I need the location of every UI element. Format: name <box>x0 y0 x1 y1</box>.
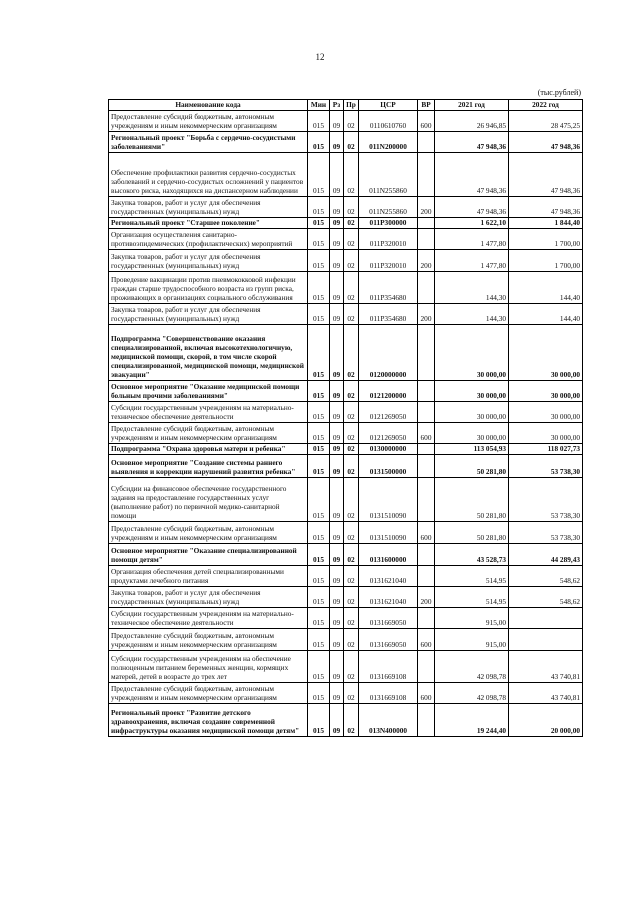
cell-2022: 30 000,00 <box>509 423 583 444</box>
table-row <box>109 651 583 683</box>
cell-rz: 09 <box>330 229 344 250</box>
cell-csr: 0131669050 <box>359 608 418 629</box>
cell-min: 015 <box>308 197 330 218</box>
cell-min: 015 <box>308 444 330 455</box>
cell-name: Основное мероприятие "Оказание специализированной помощи детям" <box>109 544 308 566</box>
cell-2022: 30 000,00 <box>509 325 583 381</box>
cell-rz: 09 <box>330 272 344 304</box>
cell-rz: 09 <box>330 455 344 478</box>
cell-pr: 02 <box>344 444 359 455</box>
cell-rz: 09 <box>330 153 344 197</box>
header-2022: 2022 год <box>509 100 583 111</box>
cell-vr <box>418 444 435 455</box>
cell-min: 015 <box>308 272 330 304</box>
cell-pr: 02 <box>344 132 359 153</box>
cell-vr <box>418 455 435 478</box>
cell-rz: 09 <box>330 587 344 608</box>
cell-csr: 0120000000 <box>359 325 418 381</box>
header-min: Мин <box>308 100 330 111</box>
cell-pr: 02 <box>344 153 359 197</box>
cell-min: 015 <box>308 423 330 444</box>
cell-rz: 09 <box>330 566 344 587</box>
table-row <box>109 153 583 197</box>
table-row <box>109 608 583 629</box>
cell-2021: 19 244,40 <box>435 704 509 737</box>
cell-vr: 200 <box>418 197 435 218</box>
cell-2021: 30 000,00 <box>435 325 509 381</box>
header-vr: ВР <box>418 100 435 111</box>
table-row <box>109 325 583 381</box>
cell-name: Основное мероприятие "Создание системы раннего выявления и коррекции нарушений развития ребенка" <box>109 455 308 478</box>
cell-min: 015 <box>308 325 330 381</box>
table-row <box>109 444 583 455</box>
cell-rz: 09 <box>330 651 344 683</box>
cell-pr: 02 <box>344 566 359 587</box>
cell-vr <box>418 402 435 423</box>
cell-name: Субсидии на финансовое обеспечение государственного задания на предоставление государственных услуг (выполнение работ) по первичной медико-санитарной помощи <box>109 478 308 522</box>
cell-name: Организация обеспечения детей специализированными продуктами лечебного питания <box>109 566 308 587</box>
cell-csr: 0131669050 <box>359 629 418 651</box>
cell-rz: 09 <box>330 381 344 402</box>
cell-2022: 47 948,36 <box>509 132 583 153</box>
cell-pr: 02 <box>344 325 359 381</box>
header-name: Наименование кода <box>109 100 308 111</box>
cell-name: Закупка товаров, работ и услуг для обеспечения государственных (муниципальных) нужд <box>109 250 308 272</box>
cell-2022: 1 844,40 <box>509 218 583 229</box>
cell-csr: 011P320010 <box>359 229 418 250</box>
cell-rz: 09 <box>330 478 344 522</box>
cell-pr: 02 <box>344 197 359 218</box>
cell-min: 015 <box>308 608 330 629</box>
cell-csr: 0131510090 <box>359 478 418 522</box>
cell-min: 015 <box>308 381 330 402</box>
cell-2021: 50 281,80 <box>435 522 509 544</box>
table-row <box>109 250 583 272</box>
cell-name: Предоставление субсидий бюджетным, автономным учреждениям и иным некоммерческим организациям <box>109 522 308 544</box>
cell-vr <box>418 566 435 587</box>
cell-2022: 43 740,81 <box>509 683 583 704</box>
table-row <box>109 587 583 608</box>
cell-pr: 02 <box>344 608 359 629</box>
cell-vr <box>418 381 435 402</box>
cell-pr: 02 <box>344 250 359 272</box>
cell-2021: 42 098,78 <box>435 683 509 704</box>
cell-vr <box>418 272 435 304</box>
cell-vr: 600 <box>418 522 435 544</box>
cell-2022: 44 289,43 <box>509 544 583 566</box>
cell-rz: 09 <box>330 683 344 704</box>
cell-2021: 144,30 <box>435 304 509 325</box>
cell-name: Предоставление субсидий бюджетным, автономным учреждениям и иным некоммерческим организациям <box>109 423 308 444</box>
cell-name: Проведение вакцинации против пневмококковой инфекции граждан старше трудоспособного возраста из групп риска, проживающих в организациях социального обслуживания <box>109 272 308 304</box>
cell-2022: 1 700,00 <box>509 250 583 272</box>
table-row <box>109 683 583 704</box>
cell-vr: 200 <box>418 250 435 272</box>
page-number: 12 <box>315 52 325 62</box>
table-row <box>109 566 583 587</box>
table-row <box>109 423 583 444</box>
cell-2022: 30 000,00 <box>509 381 583 402</box>
cell-vr: 600 <box>418 111 435 132</box>
cell-2021: 1 477,80 <box>435 229 509 250</box>
cell-csr: 011P300000 <box>359 218 418 229</box>
table-row <box>109 132 583 153</box>
table-row <box>109 272 583 304</box>
cell-2022: 47 948,36 <box>509 153 583 197</box>
cell-pr: 02 <box>344 629 359 651</box>
cell-rz: 09 <box>330 522 344 544</box>
cell-min: 015 <box>308 132 330 153</box>
cell-rz: 09 <box>330 423 344 444</box>
cell-min: 015 <box>308 544 330 566</box>
cell-min: 015 <box>308 683 330 704</box>
cell-pr: 02 <box>344 402 359 423</box>
table-row <box>109 704 583 737</box>
cell-pr: 02 <box>344 522 359 544</box>
header-rz: Рз <box>330 100 344 111</box>
cell-csr: 0131669108 <box>359 683 418 704</box>
cell-min: 015 <box>308 250 330 272</box>
cell-vr <box>418 325 435 381</box>
cell-vr <box>418 229 435 250</box>
cell-rz: 09 <box>330 402 344 423</box>
cell-min: 015 <box>308 402 330 423</box>
cell-2022: 28 475,25 <box>509 111 583 132</box>
cell-csr: 0121269050 <box>359 402 418 423</box>
cell-pr: 02 <box>344 423 359 444</box>
cell-name: Закупка товаров, работ и услуг для обеспечения государственных (муниципальных) нужд <box>109 587 308 608</box>
cell-2022: 548,62 <box>509 587 583 608</box>
cell-pr: 02 <box>344 381 359 402</box>
cell-csr: 0131669108 <box>359 651 418 683</box>
cell-name: Организация осуществления санитарно-противоэпидемических (профилактических) мероприятий <box>109 229 308 250</box>
cell-pr: 02 <box>344 272 359 304</box>
cell-name: Подпрограмма "Охрана здоровья матери и ребенка" <box>109 444 308 455</box>
cell-min: 015 <box>308 153 330 197</box>
cell-rz: 09 <box>330 250 344 272</box>
cell-min: 015 <box>308 304 330 325</box>
cell-2021: 30 000,00 <box>435 423 509 444</box>
cell-name: Подпрограмма "Совершенствование оказания специализированной, включая высокотехнологичную, медицинской помощи, скорой, в том числе скорой специализированной, медицинской помощи, медицинской эвакуации" <box>109 325 308 381</box>
table-row <box>109 381 583 402</box>
cell-vr <box>418 704 435 737</box>
cell-2022: 30 000,00 <box>509 402 583 423</box>
cell-2021: 30 000,00 <box>435 402 509 423</box>
cell-vr: 600 <box>418 683 435 704</box>
cell-csr: 0131621040 <box>359 566 418 587</box>
cell-2021: 144,30 <box>435 272 509 304</box>
cell-name: Субсидии государственным учреждениям на обеспечение полноценным питанием беременных женщин, кормящих матерей, детей в возрасте до трех лет <box>109 651 308 683</box>
cell-csr: 011N255860 <box>359 153 418 197</box>
cell-csr: 0121200000 <box>359 381 418 402</box>
cell-pr: 02 <box>344 111 359 132</box>
cell-name: Региональный проект "Старшее поколение" <box>109 218 308 229</box>
cell-name: Основное мероприятие "Оказание медицинской помощи больным прочими заболеваниями" <box>109 381 308 402</box>
cell-pr: 02 <box>344 455 359 478</box>
cell-2021: 1 477,80 <box>435 250 509 272</box>
cell-min: 015 <box>308 566 330 587</box>
cell-name: Субсидии государственным учреждениям на материально-техническое обеспечение деятельности <box>109 608 308 629</box>
cell-2021: 47 948,36 <box>435 197 509 218</box>
cell-2021: 30 000,00 <box>435 381 509 402</box>
cell-min: 015 <box>308 629 330 651</box>
cell-2022: 43 740,81 <box>509 651 583 683</box>
cell-rz: 09 <box>330 608 344 629</box>
cell-pr: 02 <box>344 544 359 566</box>
table-row <box>109 218 583 229</box>
cell-pr: 02 <box>344 304 359 325</box>
cell-name: Региональный проект "Развитие детского здравоохранения, включая создание современной инфраструктуры оказания медицинской помощи детям" <box>109 704 308 737</box>
cell-2021: 43 528,73 <box>435 544 509 566</box>
cell-pr: 02 <box>344 478 359 522</box>
cell-2021: 42 098,78 <box>435 651 509 683</box>
cell-min: 015 <box>308 704 330 737</box>
units-label: (тыс.рублей) <box>537 88 581 97</box>
cell-min: 015 <box>308 587 330 608</box>
table-row <box>109 522 583 544</box>
cell-2022 <box>509 629 583 651</box>
cell-csr: 0110610760 <box>359 111 418 132</box>
cell-csr: 0131500000 <box>359 455 418 478</box>
cell-2021: 47 948,36 <box>435 132 509 153</box>
table-row <box>109 478 583 522</box>
cell-name: Региональный проект "Борьба с сердечно-сосудистыми заболеваниями" <box>109 132 308 153</box>
cell-rz: 09 <box>330 132 344 153</box>
table-row <box>109 304 583 325</box>
table-row <box>109 229 583 250</box>
cell-rz: 09 <box>330 111 344 132</box>
cell-rz: 09 <box>330 704 344 737</box>
header-2021: 2021 год <box>435 100 509 111</box>
cell-rz: 09 <box>330 304 344 325</box>
table-row <box>109 629 583 651</box>
cell-2021: 915,00 <box>435 629 509 651</box>
cell-min: 015 <box>308 218 330 229</box>
cell-csr: 0121269050 <box>359 423 418 444</box>
cell-2022: 144,40 <box>509 272 583 304</box>
cell-min: 015 <box>308 111 330 132</box>
cell-name: Закупка товаров, работ и услуг для обеспечения государственных (муниципальных) нужд <box>109 197 308 218</box>
cell-vr: 600 <box>418 629 435 651</box>
cell-vr <box>418 544 435 566</box>
cell-vr: 600 <box>418 423 435 444</box>
cell-min: 015 <box>308 229 330 250</box>
cell-min: 015 <box>308 651 330 683</box>
cell-vr <box>418 153 435 197</box>
table-row <box>109 544 583 566</box>
table-row <box>109 402 583 423</box>
cell-2022: 118 027,73 <box>509 444 583 455</box>
cell-2022: 53 738,30 <box>509 522 583 544</box>
cell-2022: 144,40 <box>509 304 583 325</box>
cell-2022: 20 000,00 <box>509 704 583 737</box>
cell-vr: 200 <box>418 304 435 325</box>
cell-rz: 09 <box>330 444 344 455</box>
cell-rz: 09 <box>330 218 344 229</box>
budget-table <box>108 99 583 737</box>
cell-csr: 011N255860 <box>359 197 418 218</box>
cell-csr: 0131621040 <box>359 587 418 608</box>
cell-2022: 47 948,36 <box>509 197 583 218</box>
cell-csr: 011P320010 <box>359 250 418 272</box>
cell-rz: 09 <box>330 629 344 651</box>
cell-2022: 53 738,30 <box>509 455 583 478</box>
table-row <box>109 197 583 218</box>
cell-pr: 02 <box>344 229 359 250</box>
cell-2022 <box>509 608 583 629</box>
table-body <box>109 111 583 737</box>
cell-2021: 915,00 <box>435 608 509 629</box>
cell-vr <box>418 132 435 153</box>
cell-2021: 514,95 <box>435 566 509 587</box>
cell-csr: 011P354680 <box>359 304 418 325</box>
cell-2022: 548,62 <box>509 566 583 587</box>
cell-pr: 02 <box>344 704 359 737</box>
header-pr: Пр <box>344 100 359 111</box>
cell-csr: 011N200000 <box>359 132 418 153</box>
cell-name: Предоставление субсидий бюджетным, автономным учреждениям и иным некоммерческим организациям <box>109 629 308 651</box>
cell-2021: 47 948,36 <box>435 153 509 197</box>
cell-name: Закупка товаров, работ и услуг для обеспечения государственных (муниципальных) нужд <box>109 304 308 325</box>
cell-min: 015 <box>308 455 330 478</box>
cell-2021: 50 281,80 <box>435 478 509 522</box>
cell-min: 015 <box>308 478 330 522</box>
cell-pr: 02 <box>344 587 359 608</box>
cell-csr: 013N400000 <box>359 704 418 737</box>
cell-vr: 200 <box>418 587 435 608</box>
cell-name: Предоставление субсидий бюджетным, автономным учреждениям и иным некоммерческим организациям <box>109 111 308 132</box>
cell-csr: 0130000000 <box>359 444 418 455</box>
cell-2021: 1 622,10 <box>435 218 509 229</box>
cell-2021: 514,95 <box>435 587 509 608</box>
cell-csr: 0131600000 <box>359 544 418 566</box>
cell-csr: 011P354680 <box>359 272 418 304</box>
cell-2022: 1 700,00 <box>509 229 583 250</box>
cell-2022: 53 738,30 <box>509 478 583 522</box>
header-csr: ЦСР <box>359 100 418 111</box>
table-header-row <box>109 100 583 111</box>
cell-2021: 26 946,85 <box>435 111 509 132</box>
cell-vr <box>418 608 435 629</box>
cell-pr: 02 <box>344 651 359 683</box>
cell-vr <box>418 478 435 522</box>
cell-min: 015 <box>308 522 330 544</box>
cell-pr: 02 <box>344 218 359 229</box>
cell-name: Субсидии государственным учреждениям на материально-техническое обеспечение деятельности <box>109 402 308 423</box>
table-row <box>109 111 583 132</box>
cell-rz: 09 <box>330 544 344 566</box>
cell-rz: 09 <box>330 197 344 218</box>
cell-name: Обеспечение профилактики развития сердечно-сосудистых заболеваний и сердечно-сосудистых осложнений у пациентов высокого риска, находящихся на диспансерном наблюдении <box>109 153 308 197</box>
cell-2021: 113 054,93 <box>435 444 509 455</box>
cell-vr <box>418 651 435 683</box>
cell-rz: 09 <box>330 325 344 381</box>
table-row <box>109 455 583 478</box>
cell-pr: 02 <box>344 683 359 704</box>
cell-vr <box>418 218 435 229</box>
cell-name: Предоставление субсидий бюджетным, автономным учреждениям и иным некоммерческим организациям <box>109 683 308 704</box>
cell-csr: 0131510090 <box>359 522 418 544</box>
cell-2021: 50 281,80 <box>435 455 509 478</box>
